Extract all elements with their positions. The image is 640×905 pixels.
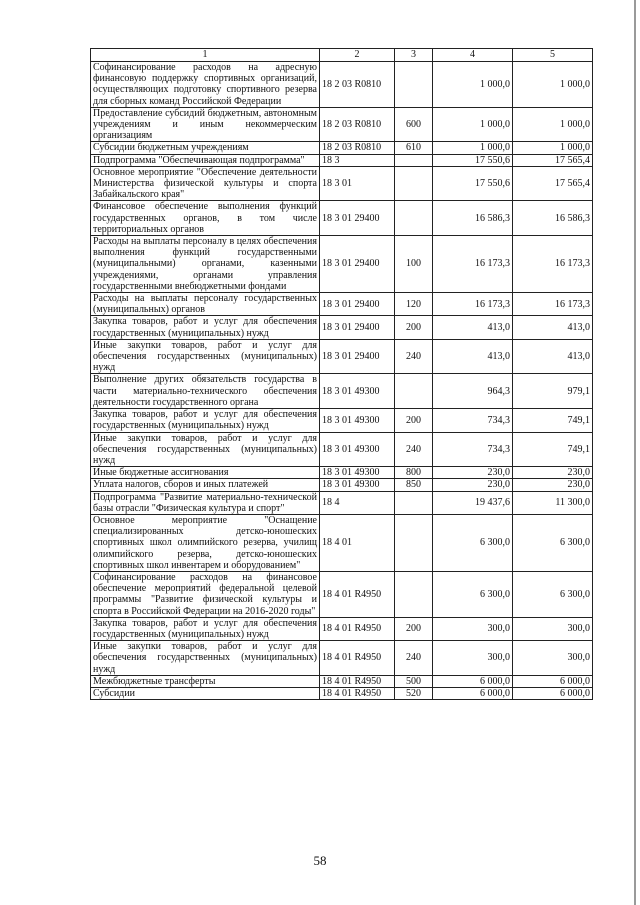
amount-year-1-cell: 6 300,0 (433, 571, 513, 617)
target-code-cell: 18 4 01 R4950 (320, 687, 395, 699)
header-col-5: 5 (513, 49, 593, 62)
expense-type-cell (395, 491, 433, 514)
table-row (91, 62, 593, 108)
amount-year-1-cell: 6 300,0 (433, 514, 513, 571)
expense-name-cell: Основное мероприятие "Обеспечение деятельности Министерства физической культуры и спорта Забайкальского края" (91, 166, 320, 201)
amount-year-2-cell: 16 586,3 (513, 201, 593, 236)
expense-type-cell: 240 (395, 432, 433, 467)
amount-year-1-cell: 16 586,3 (433, 201, 513, 236)
amount-year-1-cell: 16 173,3 (433, 293, 513, 316)
expense-name-cell: Иные закупки товаров, работ и услуг для обеспечения государственных (муниципальных) нужд (91, 432, 320, 467)
amount-year-2-cell: 979,1 (513, 374, 593, 409)
expense-type-cell: 500 (395, 675, 433, 687)
amount-year-2-cell: 749,1 (513, 409, 593, 432)
expense-type-cell: 200 (395, 316, 433, 339)
header-col-3: 3 (395, 49, 433, 62)
expense-type-cell (395, 514, 433, 571)
target-code-cell: 18 2 03 R0810 (320, 142, 395, 154)
expense-name-cell: Уплата налогов, сборов и иных платежей (91, 479, 320, 491)
amount-year-1-cell: 413,0 (433, 339, 513, 374)
expense-name-cell: Иные бюджетные ассигнования (91, 467, 320, 479)
header-col-1: 1 (91, 49, 320, 62)
amount-year-2-cell: 413,0 (513, 339, 593, 374)
expense-name-cell: Иные закупки товаров, работ и услуг для обеспечения государственных (муниципальных) нужд (91, 641, 320, 676)
target-code-cell: 18 3 01 49300 (320, 409, 395, 432)
table-row (91, 154, 593, 166)
amount-year-2-cell: 17 565,4 (513, 154, 593, 166)
page-number: 58 (313, 853, 327, 868)
expense-type-cell (395, 62, 433, 108)
table-row (91, 432, 593, 467)
table-row (91, 201, 593, 236)
target-code-cell: 18 3 01 49300 (320, 467, 395, 479)
table-body (91, 62, 593, 700)
amount-year-2-cell: 413,0 (513, 316, 593, 339)
expense-type-cell: 610 (395, 142, 433, 154)
expense-name-cell: Подпрограмма "Развитие материально-технической базы отрасли "Физическая культура и спорт" (91, 491, 320, 514)
table-row (91, 316, 593, 339)
amount-year-2-cell: 1 000,0 (513, 62, 593, 108)
expense-type-cell: 240 (395, 339, 433, 374)
table-row (91, 339, 593, 374)
amount-year-1-cell: 230,0 (433, 479, 513, 491)
amount-year-1-cell: 1 000,0 (433, 142, 513, 154)
table-row (91, 374, 593, 409)
expense-type-cell: 100 (395, 236, 433, 293)
expense-type-cell: 850 (395, 479, 433, 491)
expense-type-cell (395, 374, 433, 409)
table-row (91, 641, 593, 676)
table-row (91, 409, 593, 432)
amount-year-2-cell: 6 000,0 (513, 687, 593, 699)
page-edge (634, 0, 636, 905)
expense-type-cell (395, 154, 433, 166)
amount-year-1-cell: 964,3 (433, 374, 513, 409)
expense-type-cell (395, 166, 433, 201)
amount-year-2-cell: 6 300,0 (513, 514, 593, 571)
expense-name-cell: Предоставление субсидий бюджетным, автономным учреждениям и иным некоммерческим организациям (91, 107, 320, 142)
expense-type-cell (395, 571, 433, 617)
target-code-cell: 18 4 01 R4950 (320, 675, 395, 687)
expense-name-cell: Субсидии (91, 687, 320, 699)
expense-name-cell: Закупка товаров, работ и услуг для обеспечения государственных (муниципальных) нужд (91, 316, 320, 339)
amount-year-2-cell: 230,0 (513, 467, 593, 479)
amount-year-2-cell: 749,1 (513, 432, 593, 467)
amount-year-2-cell: 16 173,3 (513, 236, 593, 293)
amount-year-2-cell: 11 300,0 (513, 491, 593, 514)
expense-name-cell: Софинансирование расходов на адресную финансовую поддержку спортивных организаций, осуществляющих подготовку спортивного резерва для сборных команд Российской Федерации (91, 62, 320, 108)
table-row (91, 107, 593, 142)
expense-name-cell: Субсидии бюджетным учреждениям (91, 142, 320, 154)
budget-table (90, 48, 593, 700)
amount-year-1-cell: 1 000,0 (433, 62, 513, 108)
amount-year-2-cell: 16 173,3 (513, 293, 593, 316)
target-code-cell: 18 3 01 29400 (320, 293, 395, 316)
expense-name-cell: Закупка товаров, работ и услуг для обеспечения государственных (муниципальных) нужд (91, 617, 320, 640)
table-row (91, 687, 593, 699)
amount-year-2-cell: 6 000,0 (513, 675, 593, 687)
amount-year-1-cell: 300,0 (433, 617, 513, 640)
amount-year-1-cell: 17 550,6 (433, 154, 513, 166)
expense-name-cell: Софинансирование расходов на финансовое обеспечение мероприятий федеральной целевой программы "Развитие физической культуры и спорта в Российской Федерации на 2016-2020 годы" (91, 571, 320, 617)
expense-type-cell: 240 (395, 641, 433, 676)
expense-name-cell: Расходы на выплаты персоналу государственных (муниципальных) органов (91, 293, 320, 316)
header-col-2: 2 (320, 49, 395, 62)
target-code-cell: 18 4 01 R4950 (320, 617, 395, 640)
amount-year-2-cell: 300,0 (513, 641, 593, 676)
expense-name-cell: Закупка товаров, работ и услуг для обеспечения государственных (муниципальных) нужд (91, 409, 320, 432)
expense-type-cell: 520 (395, 687, 433, 699)
target-code-cell: 18 3 01 29400 (320, 339, 395, 374)
expense-name-cell: Иные закупки товаров, работ и услуг для обеспечения государственных (муниципальных) нужд (91, 339, 320, 374)
target-code-cell: 18 3 01 49300 (320, 374, 395, 409)
target-code-cell: 18 2 03 R0810 (320, 107, 395, 142)
target-code-cell: 18 3 01 49300 (320, 432, 395, 467)
target-code-cell: 18 4 (320, 491, 395, 514)
amount-year-2-cell: 1 000,0 (513, 107, 593, 142)
table-row (91, 166, 593, 201)
target-code-cell: 18 4 01 R4950 (320, 571, 395, 617)
target-code-cell: 18 3 01 (320, 166, 395, 201)
amount-year-1-cell: 16 173,3 (433, 236, 513, 293)
amount-year-2-cell: 17 565,4 (513, 166, 593, 201)
table-row (91, 514, 593, 571)
expense-type-cell: 120 (395, 293, 433, 316)
expense-name-cell: Выполнение других обязательств государства в части материально-технического обеспечения деятельности государственного органа (91, 374, 320, 409)
amount-year-1-cell: 6 000,0 (433, 687, 513, 699)
amount-year-1-cell: 734,3 (433, 432, 513, 467)
table-row (91, 467, 593, 479)
amount-year-1-cell: 1 000,0 (433, 107, 513, 142)
expense-type-cell (395, 201, 433, 236)
amount-year-2-cell: 6 300,0 (513, 571, 593, 617)
table-header-row (91, 49, 593, 62)
table-row (91, 236, 593, 293)
amount-year-1-cell: 17 550,6 (433, 166, 513, 201)
amount-year-1-cell: 734,3 (433, 409, 513, 432)
table-row (91, 293, 593, 316)
expense-type-cell: 200 (395, 617, 433, 640)
expense-type-cell: 200 (395, 409, 433, 432)
expense-name-cell: Финансовое обеспечение выполнения функций государственных органов, в том числе территориальных органов (91, 201, 320, 236)
amount-year-1-cell: 230,0 (433, 467, 513, 479)
amount-year-2-cell: 300,0 (513, 617, 593, 640)
header-col-4: 4 (433, 49, 513, 62)
expense-name-cell: Основное мероприятие "Оснащение специализированных детско-юношеских спортивных школ олимпийского резерва, училищ олимпийского резерва, детско-юношеских спортивных школ инвентарем и оборудованием" (91, 514, 320, 571)
table-row (91, 479, 593, 491)
target-code-cell: 18 4 01 R4950 (320, 641, 395, 676)
target-code-cell: 18 3 01 49300 (320, 479, 395, 491)
amount-year-1-cell: 413,0 (433, 316, 513, 339)
table-row (91, 675, 593, 687)
table-row (91, 142, 593, 154)
table-row (91, 617, 593, 640)
expense-name-cell: Расходы на выплаты персоналу в целях обеспечения выполнения функций государственными (муниципальными) органами, казенными учреждениями, органами управления государственными внебюджетными фондами (91, 236, 320, 293)
target-code-cell: 18 4 01 (320, 514, 395, 571)
amount-year-2-cell: 230,0 (513, 479, 593, 491)
amount-year-1-cell: 300,0 (433, 641, 513, 676)
amount-year-2-cell: 1 000,0 (513, 142, 593, 154)
target-code-cell: 18 3 01 29400 (320, 201, 395, 236)
table-row (91, 491, 593, 514)
amount-year-1-cell: 6 000,0 (433, 675, 513, 687)
expense-type-cell: 600 (395, 107, 433, 142)
target-code-cell: 18 3 01 29400 (320, 236, 395, 293)
table-row (91, 571, 593, 617)
expense-name-cell: Межбюджетные трансферты (91, 675, 320, 687)
target-code-cell: 18 2 03 R0810 (320, 62, 395, 108)
target-code-cell: 18 3 (320, 154, 395, 166)
amount-year-1-cell: 19 437,6 (433, 491, 513, 514)
expense-type-cell: 800 (395, 467, 433, 479)
expense-name-cell: Подпрограмма "Обеспечивающая подпрограмма" (91, 154, 320, 166)
target-code-cell: 18 3 01 29400 (320, 316, 395, 339)
